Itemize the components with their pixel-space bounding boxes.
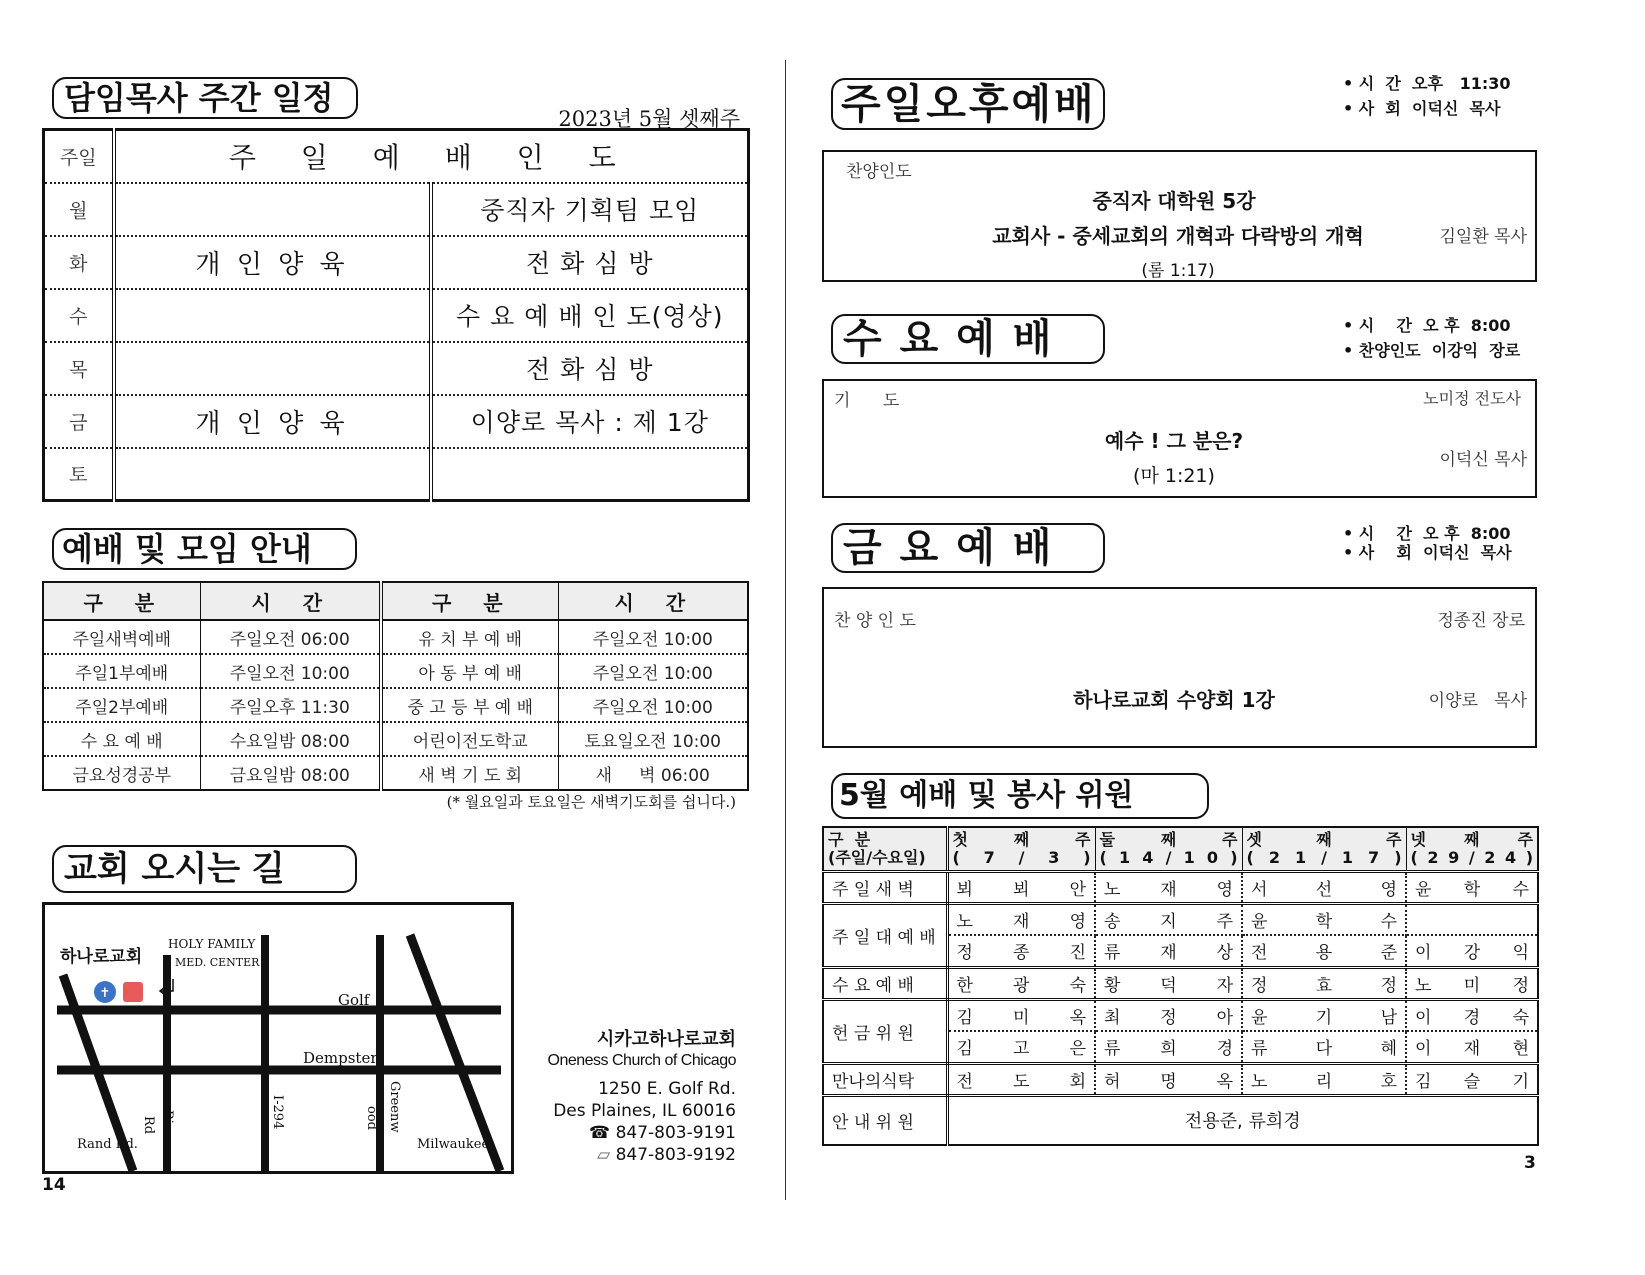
page-number-left: 14 xyxy=(42,1175,66,1195)
roster-row xyxy=(823,999,1538,1031)
usher-label: 안 내 위 원 xyxy=(823,1095,947,1145)
schedule-entry-a: 개 인 양 육 xyxy=(114,236,431,289)
services-header-cell: 구 분 xyxy=(381,582,558,620)
prayer-label: 기 도 xyxy=(834,391,900,411)
roster-cell: 전 용 준 xyxy=(1242,935,1406,967)
location-map xyxy=(42,902,514,1174)
sermon-title: 하나로교회 수양회 1강 xyxy=(1073,688,1275,712)
map-label-milwaukee: Milwaukee xyxy=(417,1137,490,1152)
roster-cell: 허 명 옥 xyxy=(1095,1063,1242,1095)
schedule-entry-a xyxy=(114,289,431,342)
roster-cell: 전 도 회 xyxy=(947,1063,1095,1095)
roster-cell: 노 재 영 xyxy=(1095,871,1242,903)
services-cell: 중 고 등 부 예 배 xyxy=(381,688,558,722)
roster-cell: 윤 기 남 xyxy=(1242,999,1406,1031)
scripture: (롬 1:17) xyxy=(1141,261,1215,281)
map-label-dempster: Dempster xyxy=(303,1049,378,1067)
fax-icon: ▱ xyxy=(597,1145,616,1166)
roster-cell: 김 고 은 xyxy=(947,1031,1095,1063)
services-cell: 어린이전도학교 xyxy=(381,722,558,756)
schedule-row xyxy=(44,448,749,501)
services-cell: 주일새벽예배 xyxy=(43,620,200,654)
weekly-schedule-table xyxy=(42,128,750,502)
services-cell: 토요일오전 10:00 xyxy=(558,722,748,756)
map-label-golf: Golf xyxy=(338,991,370,1009)
services-cell: 아 동 부 예 배 xyxy=(381,654,558,688)
services-row xyxy=(43,654,748,688)
roster-category: 헌 금 위 원 xyxy=(823,999,947,1063)
schedule-entry-a xyxy=(114,183,431,236)
praise-label: 찬 양 인 도 xyxy=(834,611,916,631)
week-dates: ( 1 4 / 1 0 ) xyxy=(1099,847,1238,867)
fax-line xyxy=(520,1144,736,1166)
map-label-rand: Rand Rd. xyxy=(77,1137,138,1152)
sunday-pm-box xyxy=(822,150,1537,282)
milwaukee-road xyxy=(410,935,500,1171)
services-cell: 금요성경공부 xyxy=(43,756,200,790)
day-label: 화 xyxy=(44,236,114,289)
church-name-en: Oneness Church of Chicago xyxy=(547,1052,736,1070)
roster-cell: 류 다 혜 xyxy=(1242,1031,1406,1063)
directions-title: 교회 오시는 길 xyxy=(52,845,357,893)
roster-cell: 황 덕 자 xyxy=(1095,967,1242,999)
schedule-row xyxy=(44,183,749,236)
day-label: 월 xyxy=(44,183,114,236)
sunday-pm-title: 주일오후예배 xyxy=(831,78,1105,130)
praise-label: 찬양인도 xyxy=(846,162,912,182)
wednesday-time: • 시 간 오 후 8:00 xyxy=(1343,316,1511,335)
roster-row xyxy=(823,871,1538,903)
roster-cell: 뵈 뵈 안 xyxy=(947,871,1095,903)
page-number-right: 3 xyxy=(1524,1153,1536,1173)
roster-category: 수 요 예 배 xyxy=(823,967,947,999)
map-label-church: 하나로교회 xyxy=(60,942,142,967)
roster-cell: 노 재 영 xyxy=(947,903,1095,935)
services-cell: 주일1부예배 xyxy=(43,654,200,688)
hospital-marker xyxy=(123,982,143,1002)
roster-cell: 윤 학 수 xyxy=(1406,871,1538,903)
services-header-cell: 시 간 xyxy=(558,582,748,620)
schedule-row xyxy=(44,395,749,448)
roster-cell xyxy=(1406,903,1538,935)
roster-header-row xyxy=(823,827,1538,871)
roster-cell: 노 리 호 xyxy=(1242,1063,1406,1095)
schedule-row xyxy=(44,236,749,289)
services-header-cell: 시 간 xyxy=(200,582,381,620)
schedule-entry-a xyxy=(114,448,431,501)
services-header-cell: 구 분 xyxy=(43,582,200,620)
week-dates: ( 2 1 / 1 7 ) xyxy=(1246,847,1402,867)
schedule-title: 담임목사 주간 일정 xyxy=(52,77,358,119)
map-label-greenwood-1: Greenw xyxy=(387,1081,402,1133)
roster-category: 주 일 대 예 배 xyxy=(823,903,947,967)
services-title: 예배 및 모임 안내 xyxy=(52,528,357,570)
church-name-ko: 시카고하나로교회 xyxy=(596,1029,736,1050)
sunday-text: 주 일 예 배 인 도 xyxy=(114,130,749,183)
roster-title: 5월 예배 및 봉사 위원 xyxy=(831,773,1209,819)
services-row xyxy=(43,620,748,654)
schedule-entry-b: 전 화 심 방 xyxy=(431,342,749,395)
roster-category: 만나의식탁 xyxy=(823,1063,947,1095)
schedule-entry-a xyxy=(114,342,431,395)
wednesday-box xyxy=(822,379,1537,498)
services-cell: 수요일밤 08:00 xyxy=(200,722,381,756)
services-row xyxy=(43,688,748,722)
friday-time: • 시 간 오 후 8:00 xyxy=(1343,524,1511,543)
roster-table xyxy=(822,826,1539,1146)
phone-number: 847-803-9191 xyxy=(615,1123,736,1144)
day-label: 주일 xyxy=(44,130,114,183)
roster-cell: 정 효 정 xyxy=(1242,967,1406,999)
sunday-pm-time: • 시 간 오후 11:30 xyxy=(1343,74,1511,93)
address-line-1: 1250 E. Golf Rd. xyxy=(598,1079,736,1100)
week-dates: ( 7 / 3 ) xyxy=(952,847,1091,867)
map-label-hospital-1: HOLY FAMILY xyxy=(168,937,256,951)
week-label: 둘 째 주 xyxy=(1099,830,1238,850)
services-cell: 주일2부예배 xyxy=(43,688,200,722)
services-row xyxy=(43,722,748,756)
week-label: 넷 째 주 xyxy=(1410,830,1533,850)
map-label-river: River xyxy=(160,1110,175,1146)
roster-header-category: 구 분 (주일/수요일) xyxy=(823,827,947,871)
services-cell: 주일오전 10:00 xyxy=(558,654,748,688)
roster-cell: 노 미 정 xyxy=(1406,967,1538,999)
roster-category: 주 일 새 벽 xyxy=(823,871,947,903)
friday-box xyxy=(822,587,1537,748)
phone-line xyxy=(520,1122,736,1144)
roster-week-header xyxy=(947,827,1095,871)
prayer-person: 노미정 전도사 xyxy=(1423,389,1521,408)
wednesday-title: 수 요 예 배 xyxy=(831,314,1105,364)
roster-cell: 류 재 상 xyxy=(1095,935,1242,967)
services-cell: 주일오전 10:00 xyxy=(558,620,748,654)
services-cell: 새 벽 06:00 xyxy=(558,756,748,790)
schedule-entry-b: 중직자 기획팀 모임 xyxy=(431,183,749,236)
services-cell: 수 요 예 배 xyxy=(43,722,200,756)
roster-week-header xyxy=(1095,827,1242,871)
services-header-row xyxy=(43,582,748,620)
roster-row xyxy=(823,967,1538,999)
phone-icon: ☎ xyxy=(588,1123,616,1144)
schedule-entry-a: 개 인 양 육 xyxy=(114,395,431,448)
day-label: 토 xyxy=(44,448,114,501)
friday-title: 금 요 예 배 xyxy=(831,523,1105,573)
roster-cell: 한 광 숙 xyxy=(947,967,1095,999)
services-row xyxy=(43,756,748,790)
roster-cell: 류 희 경 xyxy=(1095,1031,1242,1063)
schedule-row-sunday xyxy=(44,130,749,183)
schedule-entry-b: 이양로 목사 : 제 1강 xyxy=(431,395,749,448)
services-cell: 금요일밤 08:00 xyxy=(200,756,381,790)
map-label-rd: Rd xyxy=(141,1116,156,1135)
day-label: 금 xyxy=(44,395,114,448)
services-table xyxy=(42,581,749,791)
roster-cell: 이 강 익 xyxy=(1406,935,1538,967)
services-cell: 주일오전 10:00 xyxy=(200,654,381,688)
schedule-row xyxy=(44,289,749,342)
map-label-hospital-2: MED. CENTER xyxy=(175,956,260,969)
week-label: 첫 째 주 xyxy=(952,830,1091,850)
praise-person: 정종진 장로 xyxy=(1437,611,1525,631)
fax-number: 847-803-9192 xyxy=(615,1145,736,1166)
sermon-title: 예수 ! 그 분은? xyxy=(1104,429,1244,453)
roster-cell: 정 종 진 xyxy=(947,935,1095,967)
speaker: 이덕신 목사 xyxy=(1439,450,1527,470)
map-label-i294: I-294 xyxy=(270,1095,285,1130)
friday-leader: • 사 회 이덕신 목사 xyxy=(1343,543,1512,562)
roster-cell: 서 선 영 xyxy=(1242,871,1406,903)
roster-usher-row xyxy=(823,1095,1538,1145)
roster-cell: 이 경 숙 xyxy=(1406,999,1538,1031)
roster-cell: 이 재 현 xyxy=(1406,1031,1538,1063)
course-title: 중직자 대학원 5강 xyxy=(1092,189,1256,213)
usher-names: 전용준, 류희경 xyxy=(1184,1111,1301,1133)
map-label-greenwood-2: ood xyxy=(364,1106,379,1130)
roster-row xyxy=(823,903,1538,935)
roster-cell: 송 지 주 xyxy=(1095,903,1242,935)
day-label: 수 xyxy=(44,289,114,342)
services-cell: 주일오전 10:00 xyxy=(558,688,748,722)
wednesday-leader: • 찬양인도 이강익 장로 xyxy=(1343,341,1521,360)
schedule-entry-b: 수 요 예 배 인 도(영상) xyxy=(431,289,749,342)
scripture: (마 1:21) xyxy=(1133,465,1215,487)
sermon-title: 교회사 - 중세교회의 개혁과 다락방의 개혁 xyxy=(992,224,1364,248)
services-note: (* 월요일과 토요일은 새벽기도회를 쉽니다.) xyxy=(446,793,736,811)
cross-icon: ✝ xyxy=(99,986,111,1001)
roster-cell: 김 미 옥 xyxy=(947,999,1095,1031)
roster-week-header xyxy=(1242,827,1406,871)
services-cell: 유 치 부 예 배 xyxy=(381,620,558,654)
day-label: 목 xyxy=(44,342,114,395)
sunday-pm-leader: • 사 회 이덕신 목사 xyxy=(1343,99,1501,118)
roster-cell: 김 슬 기 xyxy=(1406,1063,1538,1095)
speaker: 이양로 목사 xyxy=(1428,691,1527,711)
church-contact xyxy=(520,1028,736,1167)
schedule-entry-b xyxy=(431,448,749,501)
schedule-row xyxy=(44,342,749,395)
roster-cell: 윤 학 수 xyxy=(1242,903,1406,935)
week-dates: ( 2 9 / 2 4 ) xyxy=(1410,847,1533,867)
services-cell: 새 벽 기 도 회 xyxy=(381,756,558,790)
roster-week-header xyxy=(1406,827,1538,871)
address-line-2: Des Plaines, IL 60016 xyxy=(553,1101,736,1122)
schedule-entry-b: 전 화 심 방 xyxy=(431,236,749,289)
services-cell: 주일오전 06:00 xyxy=(200,620,381,654)
page-divider xyxy=(785,60,786,1200)
week-label: 2023년 5월 셋째주 xyxy=(558,107,740,131)
week-label: 셋 째 주 xyxy=(1246,830,1402,850)
roster-cell: 최 정 아 xyxy=(1095,999,1242,1031)
speaker: 김일환 목사 xyxy=(1439,227,1527,247)
roster-row xyxy=(823,1063,1538,1095)
services-cell: 주일오후 11:30 xyxy=(200,688,381,722)
